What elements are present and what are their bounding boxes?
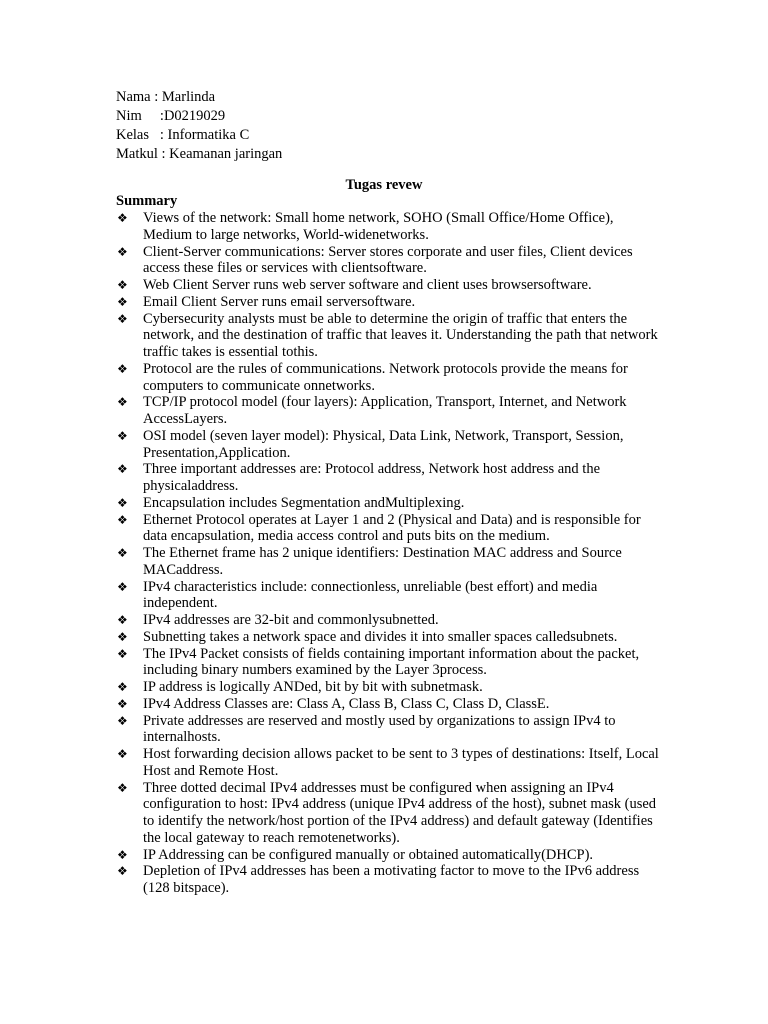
- diamond-bullet-icon: ❖: [117, 864, 128, 879]
- diamond-bullet-icon: ❖: [117, 579, 128, 594]
- diamond-bullet-icon: ❖: [117, 278, 128, 292]
- bullet-item: [116, 612, 661, 629]
- info-label: Matkul: [116, 146, 158, 162]
- info-row-nama: [116, 88, 282, 107]
- bullet-text: Web Client Server runs web server software and client uses browsersoftware.: [143, 277, 592, 293]
- info-value: Informatika C: [167, 127, 250, 143]
- diamond-bullet-icon: ❖: [117, 462, 128, 477]
- diamond-bullet-icon: ❖: [117, 395, 128, 410]
- bullet-text: IP Addressing can be configured manually or obtained automatically(DHCP).: [143, 846, 594, 863]
- info-value: D0219029: [163, 108, 226, 124]
- bullet-text: IPv4 characteristics include: connectionless, unreliable (best effort) and media independent.: [143, 578, 598, 612]
- bullet-item: [116, 629, 661, 646]
- bullet-text: Three important addresses are: Protocol address, Network host address and the physicaladdress.: [143, 461, 601, 494]
- bullet-text: Ethernet Protocol operates at Layer 1 and 2 (Physical and Data) and is responsible for data encapsulation, media access control and puts bits on the medium.: [143, 511, 641, 545]
- bullet-item: [116, 277, 661, 294]
- bullet-item: [116, 646, 661, 680]
- bullet-text: IPv4 addresses are 32-bit and commonlysubnetted.: [143, 612, 439, 628]
- diamond-bullet-icon: ❖: [117, 546, 128, 560]
- bullet-item: [116, 311, 661, 361]
- bullet-item: [116, 244, 661, 278]
- summary-heading: Summary: [116, 193, 178, 209]
- diamond-bullet-icon: ❖: [117, 613, 128, 627]
- bullet-item: [116, 512, 661, 546]
- info-label: Kelas: [116, 127, 150, 143]
- diamond-bullet-icon: ❖: [117, 713, 128, 728]
- bullet-text: Views of the network: Small home network, SOHO (Small Office/Home Office), Medium to large networks, World-widenetworks.: [143, 210, 614, 243]
- diamond-bullet-icon: ❖: [117, 495, 128, 510]
- diamond-bullet-icon: ❖: [117, 747, 128, 761]
- info-label: Nim: [116, 108, 142, 124]
- diamond-bullet-icon: ❖: [117, 680, 128, 694]
- info-value: Keamanan jaringan: [169, 146, 283, 162]
- bullet-item: [116, 780, 661, 847]
- summary-bullet-list: [116, 210, 661, 897]
- bullet-item: [116, 495, 661, 512]
- diamond-bullet-icon: ❖: [117, 311, 128, 326]
- bullet-text: Client-Server communications: Server stores corporate and user files, Client devices access these files or services with clientsoftware.: [143, 243, 633, 277]
- bullet-text: TCP/IP protocol model (four layers): Application, Transport, Internet, and Network AccessLayers.: [143, 394, 627, 427]
- diamond-bullet-icon: ❖: [117, 244, 128, 259]
- diamond-bullet-icon: ❖: [117, 780, 128, 795]
- bullet-text: Private addresses are reserved and mostly used by organizations to assign IPv4 to internalhosts.: [143, 712, 616, 746]
- bullet-text: Host forwarding decision allows packet to be sent to 3 types of destinations: Itself, Local Host and Remote Host.: [143, 746, 659, 779]
- bullet-item: [116, 428, 661, 462]
- bullet-item: [116, 461, 661, 495]
- info-row-nim: [116, 107, 282, 126]
- info-row-kelas: [116, 126, 282, 145]
- info-row-matkul: [116, 145, 282, 164]
- bullet-text: Three dotted decimal IPv4 addresses must be configured when assigning an IPv4 configuration to host: IPv4 address (unique IPv4 address of the host), subnet mask (used to identify the network/host portion of the IPv4 address) and default gateway (Identifies the local gateway to reach remotenetworks).: [143, 779, 657, 846]
- bullet-item: [116, 746, 661, 780]
- diamond-bullet-icon: ❖: [117, 696, 128, 711]
- info-separator: :: [157, 146, 170, 162]
- diamond-bullet-icon: ❖: [117, 294, 128, 309]
- diamond-bullet-icon: ❖: [117, 629, 128, 644]
- document-title: Tugas revew: [345, 177, 423, 193]
- bullet-item: [116, 713, 661, 747]
- bullet-item: [116, 679, 661, 696]
- bullet-text: OSI model (seven layer model): Physical, Data Link, Network, Transport, Session, Presentation,Application.: [143, 427, 624, 461]
- bullet-text: Email Client Server runs email serversoftware.: [143, 293, 416, 310]
- bullet-item: [116, 696, 661, 713]
- diamond-bullet-icon: ❖: [117, 361, 128, 376]
- diamond-bullet-icon: ❖: [117, 211, 128, 225]
- bullet-item: [116, 294, 661, 311]
- bullet-text: Subnetting takes a network space and divides it into smaller spaces calledsubnets.: [143, 628, 618, 645]
- bullet-text: The IPv4 Packet consists of fields containing important information about the packet, including binary numbers examined by the Layer 3process.: [143, 645, 640, 679]
- diamond-bullet-icon: ❖: [117, 512, 128, 527]
- bullet-text: Cybersecurity analysts must be able to determine the origin of traffic that enters the network, and the destination of traffic that leaves it. Understanding the path that network traffic takes is essential tothis.: [143, 310, 658, 360]
- bullet-text: IP address is logically ANDed, bit by bit with subnetmask.: [143, 679, 483, 695]
- bullet-item: [116, 847, 661, 864]
- bullet-text: Depletion of IPv4 addresses has been a motivating factor to move to the IPv6 address (128 bitspace).: [143, 863, 640, 896]
- bullet-item: [116, 579, 661, 613]
- bullet-item: [116, 361, 661, 395]
- bullet-item: [116, 545, 661, 579]
- bullet-item: [116, 863, 661, 897]
- info-separator: :: [149, 127, 168, 143]
- diamond-bullet-icon: ❖: [117, 428, 128, 443]
- info-label: Nama: [116, 89, 151, 105]
- bullet-item: [116, 210, 661, 244]
- student-info: [116, 88, 282, 164]
- info-separator: :: [150, 89, 162, 105]
- diamond-bullet-icon: ❖: [117, 646, 128, 661]
- diamond-bullet-icon: ❖: [117, 847, 128, 862]
- bullet-text: Protocol are the rules of communications. Network protocols provide the means for computers to communicate onnetworks.: [143, 360, 628, 394]
- bullet-item: [116, 394, 661, 428]
- bullet-text: The Ethernet frame has 2 unique identifiers: Destination MAC address and Source MACaddress.: [143, 545, 622, 578]
- bullet-text: Encapsulation includes Segmentation andMultiplexing.: [143, 494, 465, 511]
- info-separator: :: [141, 108, 164, 124]
- info-value: Marlinda: [161, 89, 216, 105]
- bullet-text: IPv4 Address Classes are: Class A, Class B, Class C, Class D, ClassE.: [143, 695, 550, 712]
